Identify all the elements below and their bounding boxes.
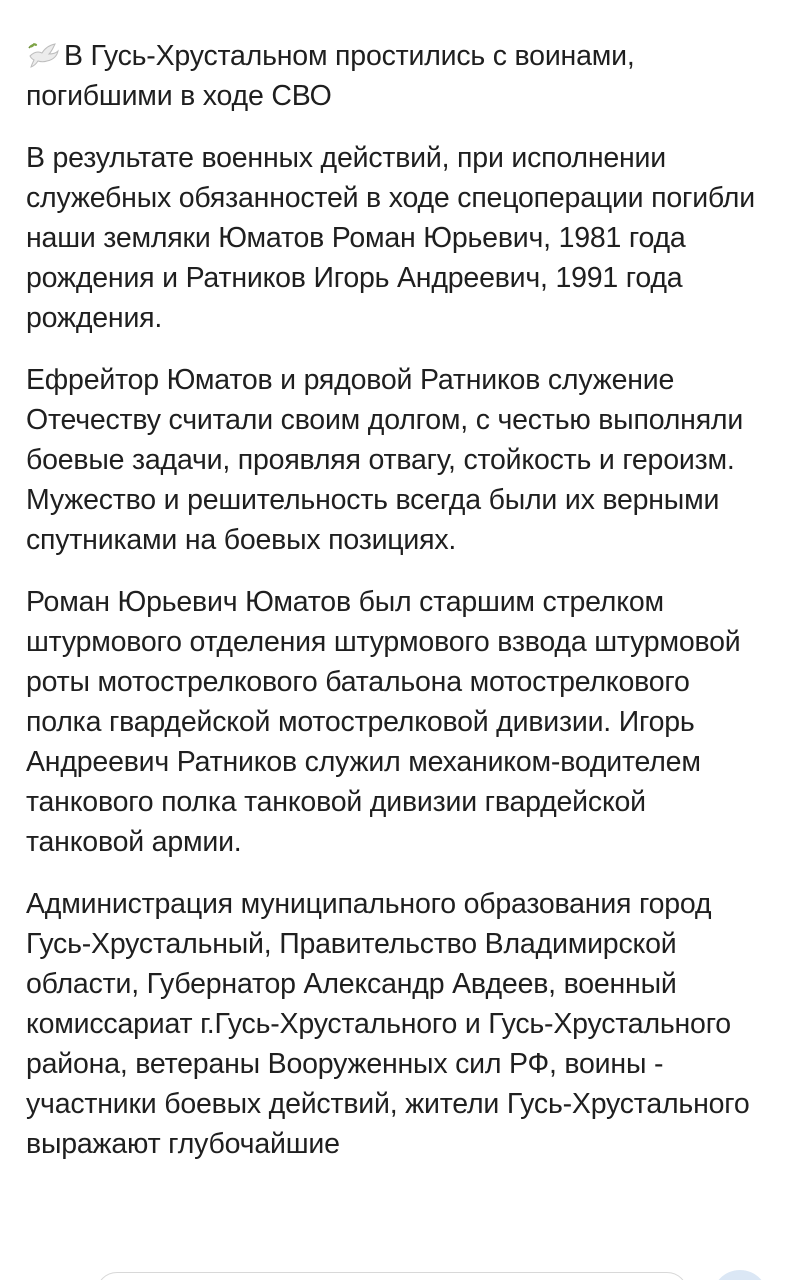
- comment-input[interactable]: [96, 1272, 688, 1280]
- post-title: В Гусь-Хрустальном простились с воинами, погибшими в ходе СВО: [26, 40, 635, 112]
- send-button[interactable]: [712, 1270, 768, 1280]
- post-paragraph-2: Ефрейтор Юматов и рядовой Ратников служение Отечеству считали своим долгом, с честью выполняли боевые задачи, проявляя отвагу, стойкость и героизм. Мужество и решительность всегда были их верными спутниками на боевых позициях.: [26, 364, 744, 556]
- comment-bar: [0, 1262, 788, 1280]
- post-body: [26, 36, 766, 1186]
- post-paragraph-1: В результате военных действий, при исполнении служебных обязанностей в ходе спецоперации погибли наши земляки Юматов Роман Юрьевич, 1981 года рождения и Ратников Игорь Андреевич, 1991 года рождения.: [26, 142, 755, 334]
- post-paragraph-3: Роман Юрьевич Юматов был старшим стрелком штурмового отделения штурмового взвода штурмовой роты мотострелкового батальона мотострелкового полка гвардейской мотострелковой дивизии. Игорь Андреевич Ратников служил механиком-водителем танкового полка танковой дивизии гвардейской танковой армии.: [26, 586, 741, 858]
- post-title-paragraph: [26, 36, 766, 116]
- post-paragraph-4: Администрация муниципального образования город Гусь-Хрустальный, Правительство Владимирской области, Губернатор Александр Авдеев, военный комиссариат г.Гусь-Хрустального и Гусь-Хрустального района, ветераны Вооруженных сил РФ, воины - участники боевых действий, жители Гусь-Хрустального выражают глубочайшие: [26, 888, 750, 1160]
- dove-icon: [26, 38, 60, 70]
